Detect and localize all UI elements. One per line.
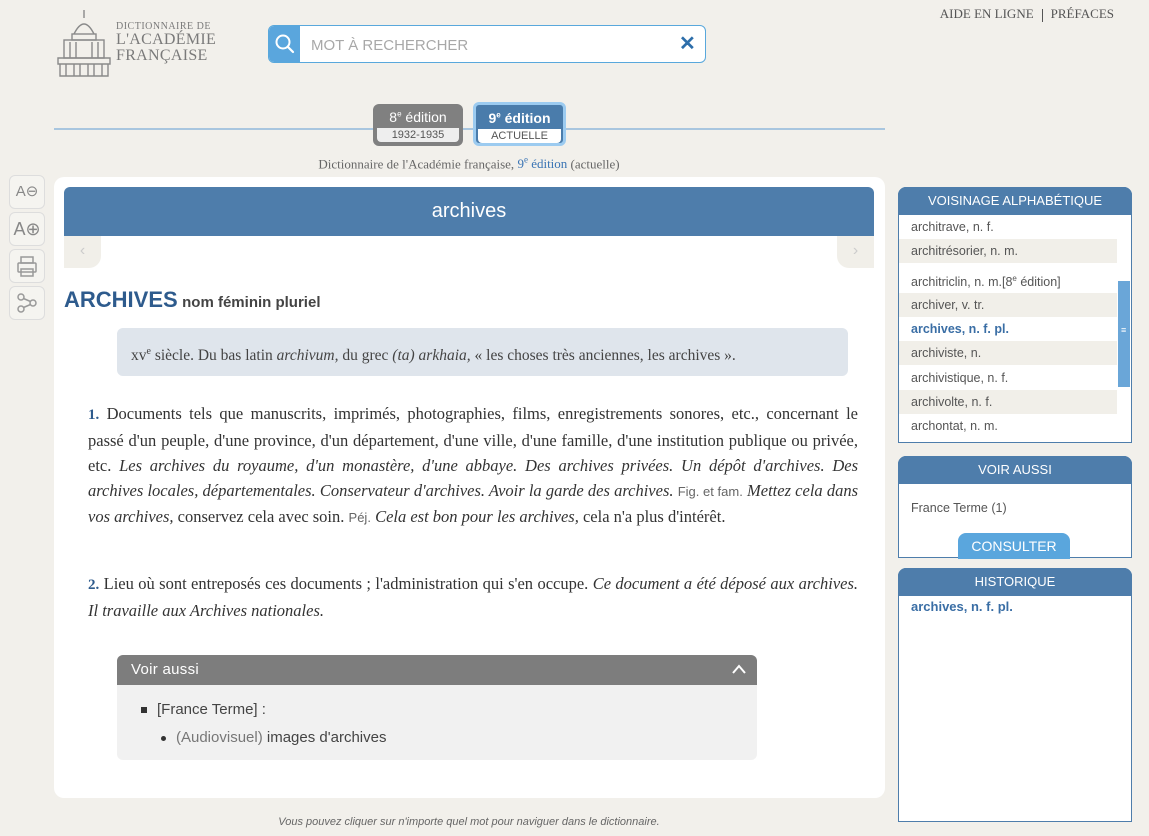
help-link[interactable]: AIDE EN LIGNE — [939, 6, 1034, 21]
voisinage-item[interactable] — [899, 267, 1117, 291]
voir-aussi-panel-title: VOIR AUSSI — [898, 456, 1132, 484]
ety-text-3: « les choses très anciennes, les archives ». — [470, 347, 736, 365]
def1-text: Documents tels que manuscrits, imprimés, photographies, films, enregistrements sonores, etc., concernant le passé d'un peuple, d'une province, d'un département, d'une ville, d'une famille, d'une institution publique ou privée, etc. — [88, 404, 858, 475]
edition-line — [54, 128, 885, 130]
ety-text-2: du grec — [338, 347, 393, 365]
prefaces-link[interactable]: PRÉFACES — [1050, 6, 1114, 21]
font-increase-button[interactable] — [9, 212, 45, 246]
caption-pre: Dictionnaire de l'Académie française, — [318, 156, 518, 172]
caption-sup: e — [523, 155, 528, 165]
scroll-grip-icon: ≡ — [1121, 325, 1127, 335]
caption-word: édition — [527, 156, 568, 172]
ety-century: xv — [131, 347, 147, 365]
headword: ARCHIVES — [64, 287, 178, 312]
def1-gloss-3: cela n'a plus d'intérêt. — [578, 507, 726, 526]
headword-line — [64, 287, 320, 313]
ed8-sup: e — [397, 109, 402, 119]
voir-aussi-item-france-terme — [141, 701, 266, 718]
caption-num: 9 — [517, 156, 524, 172]
dome-icon — [56, 8, 112, 82]
voir-aussi-item-1: [France Terme] : — [157, 701, 266, 718]
voisinage-item-3-sup: e — [1012, 274, 1017, 283]
tab-edition-9[interactable] — [473, 102, 566, 146]
ety-greek: (ta) arkhaia, — [392, 347, 471, 365]
search-bar — [268, 25, 706, 63]
edition-caption — [0, 155, 938, 172]
definition-2 — [88, 571, 858, 623]
def2-example: Ce document a été déposé aux archives. Il travaille aux Archives nationales. — [88, 574, 859, 620]
voisinage-item[interactable]: archivolte, n. f. — [899, 390, 1117, 414]
grammatical-category: nom féminin pluriel — [182, 294, 321, 311]
voir-aussi-term: images d'archives — [262, 729, 387, 746]
definition-1 — [88, 401, 858, 530]
next-entry-button[interactable] — [837, 236, 874, 268]
logo-line-3: FRANÇAISE — [116, 47, 208, 64]
chevron-left-icon: ‹ — [79, 242, 86, 259]
def1-number: 1. — [88, 407, 100, 423]
search-button[interactable] — [269, 26, 300, 62]
ed8-word: édition — [401, 109, 447, 125]
historique-title: HISTORIQUE — [898, 568, 1132, 596]
print-button[interactable] — [9, 249, 45, 283]
voisinage-item[interactable]: archiviste, n. — [899, 341, 1117, 365]
entry-banner: archives — [64, 187, 874, 236]
share-button[interactable] — [9, 286, 45, 320]
voir-aussi-box — [117, 655, 757, 760]
top-links — [932, 6, 1122, 22]
def1-gloss-2: conservez cela avec soin. — [173, 507, 345, 526]
logo-line-1: DICTIONNAIRE DE — [116, 21, 211, 32]
def1-mark-fig: Fig. et fam. — [677, 484, 743, 499]
voisinage-item-current[interactable]: archives, n. f. pl. — [911, 322, 1009, 336]
font-decrease-button[interactable] — [9, 175, 45, 209]
voir-aussi-domain: (Audiovisuel) — [176, 729, 263, 746]
ed9-number: 9 — [488, 110, 497, 126]
tab-edition-8[interactable] — [373, 104, 463, 146]
voisinage-item-3-text: architriclin, n. m.[8 — [911, 275, 1013, 290]
voisinage-item[interactable]: architrave, n. f. — [911, 220, 994, 234]
chevron-up-icon — [731, 655, 747, 685]
ed8-years: 1932-1935 — [377, 128, 459, 142]
def1-example-3: Cela est bon pour les archives, — [375, 507, 579, 526]
ed8-number: 8 — [389, 109, 398, 125]
def1-examples: Les archives du royaume, d'un monastère, d'une abbaye. Des archives privées. Un dépôt d'archives. Des archives locales, départementales. Conservateur d'archives. Avoir la garde des archives. — [88, 456, 859, 500]
voisinage-item[interactable]: archontat, n. m. — [911, 419, 998, 433]
search-input[interactable] — [309, 32, 673, 58]
consulter-button[interactable]: CONSULTER — [958, 533, 1070, 559]
historique-entry[interactable]: archives, n. f. pl. — [911, 599, 1013, 614]
voir-aussi-header[interactable] — [117, 655, 757, 685]
font-increase-icon: A⊕ — [13, 219, 41, 239]
footnote: Vous pouvez cliquer sur n'importe quel mot pour naviguer dans le dictionnaire. — [278, 816, 660, 828]
chevron-right-icon: › — [852, 242, 859, 259]
voir-aussi-panel — [898, 456, 1132, 558]
voisinage-title: VOISINAGE ALPHABÉTIQUE — [898, 187, 1132, 215]
ety-latin: archivum, — [276, 347, 339, 365]
bullet-dot — [161, 736, 166, 741]
voisinage-panel — [898, 187, 1132, 443]
voisinage-item[interactable]: architrésorier, n. m. — [899, 239, 1117, 263]
clear-icon[interactable]: ✕ — [679, 33, 696, 55]
def2-number: 2. — [88, 577, 100, 593]
voir-aussi-subitem[interactable] — [161, 729, 386, 746]
ety-sup: e — [146, 346, 151, 357]
print-icon — [10, 250, 44, 282]
def1-example-2: Mettez cela dans vos archives, — [88, 481, 859, 526]
font-decrease-icon: A⊖ — [15, 183, 39, 200]
bullet-square — [141, 707, 147, 713]
def1-mark-pej: Péj. — [348, 510, 371, 525]
voisinage-item[interactable]: archiver, v. tr. — [899, 293, 1117, 317]
ed9-sub: ACTUELLE — [478, 129, 561, 143]
prev-entry-button[interactable] — [64, 236, 101, 268]
logo-text — [116, 22, 216, 64]
historique-panel — [898, 568, 1132, 822]
ety-text-1: siècle. Du bas latin — [150, 347, 277, 365]
edition-link[interactable] — [517, 156, 567, 171]
voisinage-item-3-tail: édition] — [1016, 275, 1061, 290]
voir-aussi-title: Voir aussi — [131, 661, 200, 678]
voir-aussi-panel-entry[interactable]: France Terme (1) — [911, 501, 1007, 515]
caption-post: (actuelle) — [567, 156, 620, 172]
etymology-box — [117, 328, 848, 376]
search-icon — [269, 26, 300, 62]
logo-line-2: L'ACADÉMIE — [116, 31, 217, 48]
voisinage-item[interactable]: archivistique, n. f. — [911, 371, 1009, 385]
ed9-word: édition — [500, 110, 551, 126]
def2-text: Lieu où sont entreposés ces documents ; l'administration qui s'en occupe. — [103, 574, 589, 593]
ed9-sup: e — [496, 110, 501, 120]
share-icon — [10, 287, 44, 319]
